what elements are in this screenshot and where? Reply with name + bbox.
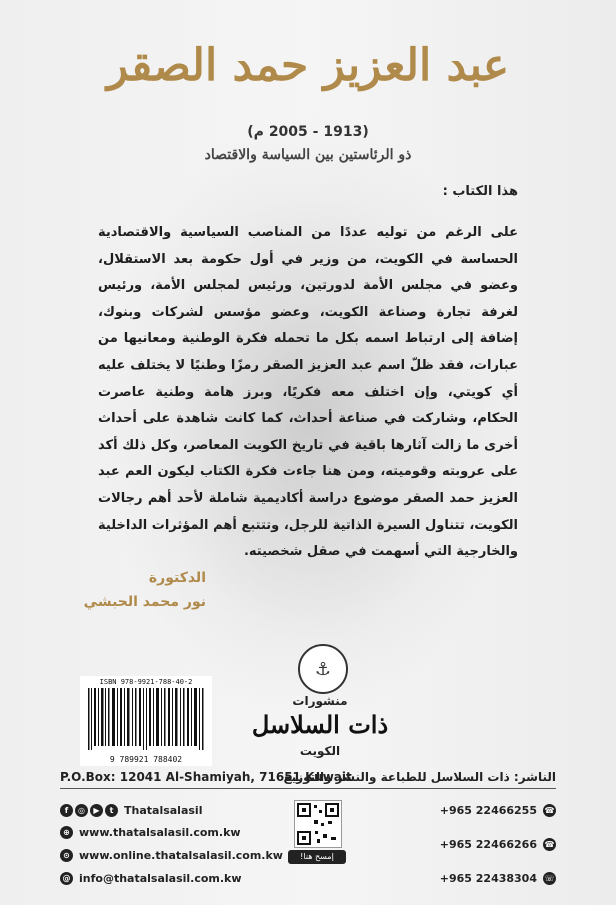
social-handle[interactable]: Thatalsalasil [124,804,203,817]
barcode-bars [86,688,206,750]
online-store-row[interactable] [60,849,283,862]
email-icon: @ [60,872,73,885]
footer-divider [60,788,556,789]
facebook-icon: f [60,804,73,817]
publisher-city: الكويت [299,744,341,758]
publisher-line: الناشر: ذات السلاسل للطباعة والنشر والتوزيع [283,770,556,784]
online-store-link[interactable]: www.online.thatalsalasil.com.kw [79,849,283,862]
cart-icon: ⊙ [60,849,73,862]
globe-icon: ⊕ [60,826,73,839]
author-block [84,566,206,614]
phone-row-2[interactable] [440,838,556,851]
phone-icon: ☎ [544,840,555,849]
email-link[interactable]: info@thatalsalasil.com.kw [79,872,242,885]
publisher-name: ذات السلاسل [251,710,389,739]
website-link[interactable]: www.thatalsalasil.com.kw [79,826,241,839]
email-row[interactable] [60,872,242,885]
phone-number[interactable]: +965 22438304 [439,872,537,885]
isbn-label: ISBN 978-9921-788-40-2 [99,678,193,686]
youtube-icon: ▶ [90,804,103,817]
phone-row-1[interactable] [440,804,556,817]
book-years: (1913 - 2005 م) [247,124,369,140]
book-description: على الرغم من توليه عددًا من المناصب السياسية والاقتصادية الحساسة في الكويت، من وزير في أول حكومة بعد الاستقلال، وعضو في مجلس الأمة لدورتين، ورئيس لمجلس الأمة، ورئيس لغرفة تجارة وصناعة الكويت، وعضو مؤسس لشركات وبنوك، إضافة إلى ارتباط اسمه بكل ما تحمله فكرة الوطنية ومعانيها من عبارات، فقد ظلّ اسم عبد العزيز الصقر رمزًا وطنيًا لا يختلف عليه أي كويتي، وإن اختلف معه فكريًا، وبرز هامة وطنية عاصرت الحكام، وشاركت في صناعة أحداث، كما كانت شاهدة على أحداث أخرى ما زالت آثارها باقية في تاريخ الكويت المعاصر، وكل ذلك أكد على عروبته وقوميته، ومن هنا جاءت فكرة الكتاب ليكون العم عبد العزيز حمد الصقر موضوع دراسة أكاديمية شاملة لأحد أهم رجالات الكويت، تتناول السيرة الذاتية للرجل، وتتتبع أهم المؤثرات الداخلية والخارجية التي أسهمت في صقل شخصيته. [98,225,518,560]
author-name: نور محمد الحبشي [83,594,206,610]
phone-number[interactable]: +965 22466266 [439,838,537,851]
phone-icon: ☎ [544,806,555,815]
phone-number[interactable]: +965 22466255 [439,804,537,817]
twitter-icon: t [105,804,118,817]
qr-code[interactable] [294,800,342,848]
phone-row-3[interactable] [440,872,556,885]
intro-label: هذا الكتاب : [442,184,518,199]
publisher-logo-icon: ⚓ [298,644,348,694]
fax-icon: ☏ [544,874,555,883]
barcode [80,676,212,766]
social-icons [60,804,118,817]
po-box: P.O.Box: 12041 Al-Shamiyah, 71651 Kuwait [60,770,352,784]
author-title: الدكتورة [148,570,206,586]
website-row[interactable] [60,826,241,839]
publisher-prefix: منشورات [292,694,348,708]
footer [60,766,556,905]
qr-code-pattern [295,801,341,847]
instagram-icon: ◎ [75,804,88,817]
barcode-number: 9 789921 788402 [109,755,183,764]
book-title: عبد العزيز حمد الصقر [106,40,510,91]
book-subtitle: ذو الرئاستين بين السياسة والاقتصاد [204,147,412,163]
social-row[interactable] [60,804,202,817]
qr-label: إمسح هنا! [288,850,346,864]
